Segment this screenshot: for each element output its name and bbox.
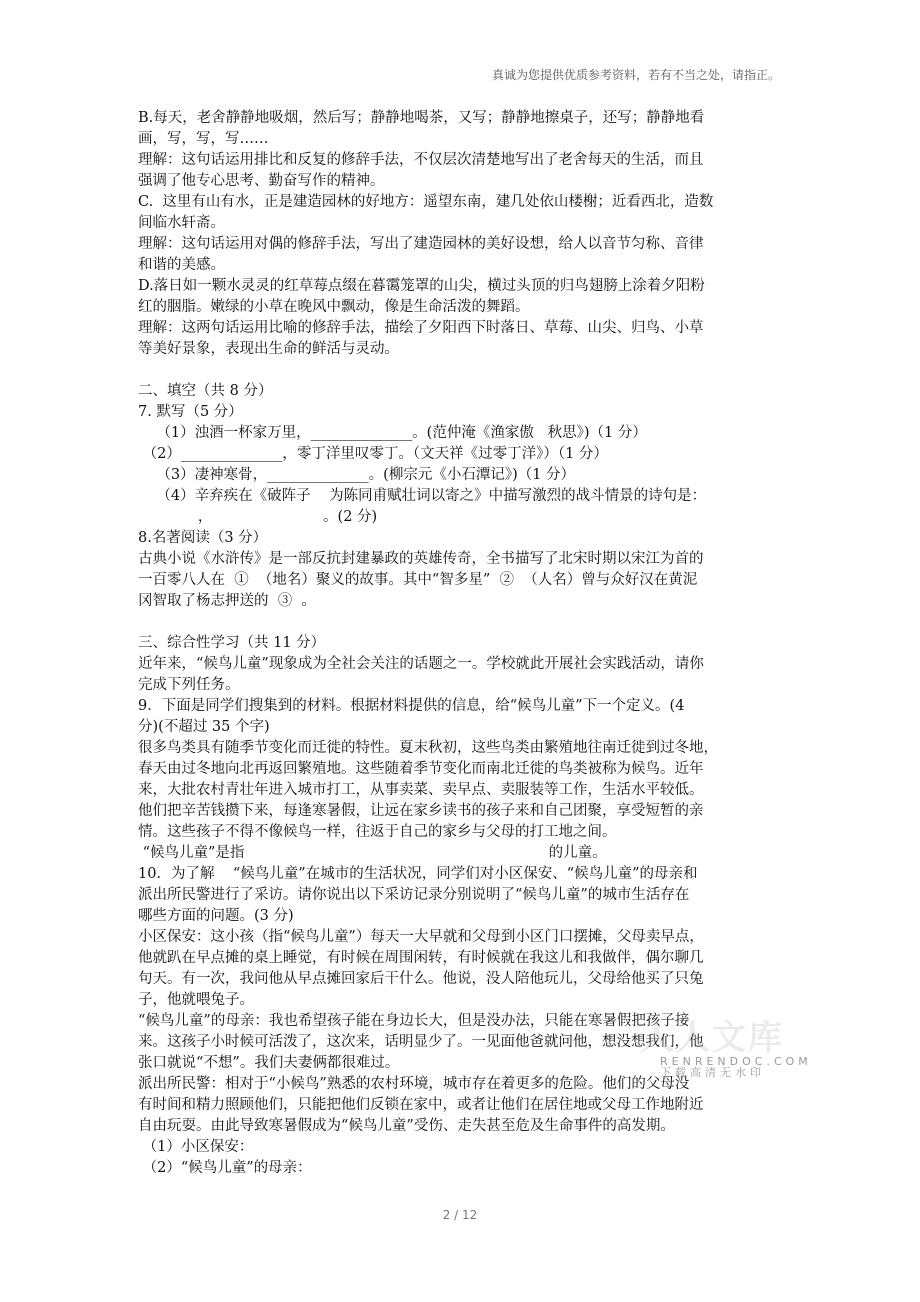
text-line: 派出所民警：相对于“小候鸟”熟悉的农村环境，城市存在着更多的危险。他们的父母没 — [138, 1076, 690, 1092]
header-note: 真诚为您提供优质参考资料，若有不当之处，请指正。 — [491, 68, 780, 82]
text-line: 自由玩耍。由此导致寒暑假成为“候鸟儿童”受伤、走失甚至危及生命事件的高发期。 — [138, 1118, 675, 1134]
text-line: 情。这些孩子不得不像候鸟一样，往返于自己的家乡与父母的打工地之间。 — [138, 824, 617, 840]
text-line: 三、综合性学习（共 11 分） — [138, 635, 326, 651]
text-line — [138, 360, 786, 381]
text-line: 很多鸟类具有随季节变化而迁徙的特性。夏末秋初，这些鸟类由繁殖地往南迁徙到过冬地， — [138, 740, 718, 756]
text-line: 红的胭脂。嫩绿的小草在晚风中飘动，像是生命活泼的舞蹈。 — [138, 299, 530, 315]
text-line: 理解：这两句话运用比喻的修辞手法，描绘了夕阳西下时落日、草莓、山尖、归鸟、小草 — [138, 320, 704, 336]
text-line: 有时间和精力照顾他们，只能把他们反锁在家中，或者让他们在居住地或父母工作地附近 — [138, 1097, 704, 1113]
text-line: （4）辛弃疾在《破阵子 为陈同甫赋壮词以寄之》中描写激烈的战斗情景的诗句是： — [138, 488, 707, 504]
text-line: 分)(不超过 35 个字) — [138, 719, 270, 735]
watermark-mark: 人人文库 — [640, 1018, 784, 1058]
text-line: （1）小区保安： — [138, 1139, 254, 1155]
text-line: 春天由过冬地向北再返回繁殖地。这些随着季节变化而南北迁徙的鸟类被称为候鸟。近年 — [138, 761, 704, 777]
text-line: 小区保安：这小孩（指“候鸟儿童”）每天一大早就和父母到小区门口摆摊，父母卖早点， — [138, 929, 704, 945]
text-line: B.每天，老舍静静地吸烟，然后写；静静地喝茶，又写；静静地擦桌子，还写；静静地看 — [138, 110, 705, 126]
text-line: 画，写，写，写…… — [138, 131, 269, 147]
text-line: 句天。有一次，我问他从早点摊回家后干什么。他说，没人陪他玩儿，父母给他买了只兔 — [138, 971, 704, 987]
text-line: 来。这孩子小时候可活泼了，这次来，话明显少了。一见面他爸就问他，想没想我们，他 — [138, 1034, 704, 1050]
text-line: “候鸟儿童”是指 的儿童。 — [138, 845, 607, 861]
text-line: 来，大批农村青壮年进入城市打工，从事卖菜、卖早点、卖服装等工作，生活水平较低。 — [138, 782, 704, 798]
text-line: 一百零八人在 ① （地名）聚义的故事。其中“智多星” ② （人名）曾与众好汉在黄泥 — [138, 572, 698, 588]
document-body — [138, 108, 786, 1179]
text-line: 冈智取了杨志押送的 ③ 。 — [138, 593, 316, 609]
text-line: ， 。(2 分) — [138, 509, 378, 525]
text-line: 8.名著阅读（3 分） — [138, 530, 268, 546]
text-line: 理解：这句话运用排比和反复的修辞手法，不仅层次清楚地写出了老舍每天的生活，而且 — [138, 152, 704, 168]
text-line: 10．为了解 “候鸟儿童”在城市的生活状况，同学们对小区保安、“候鸟儿童”的母亲和 — [138, 866, 698, 882]
text-line: 间临水轩斋。 — [138, 215, 225, 231]
text-line: （1）浊酒一杯家万里，______________。(范仲淹《渔家傲 秋思》)（1 分） — [138, 425, 647, 441]
text-line: （2）______________，零丁洋里叹零丁。（文天祥《过零丁洋》）（1 分） — [138, 446, 608, 462]
text-line: 7. 默写（5 分） — [138, 404, 243, 420]
text-line: D.落日如一颗水灵灵的红草莓点缀在暮霭笼罩的山尖，横过头顶的归鸟翅膀上涂着夕阳粉 — [138, 278, 705, 294]
text-line: （2）“候鸟儿童”的母亲： — [138, 1160, 312, 1176]
text-line: 他们把辛苦钱攒下来，每逢寒暑假，让远在家乡读书的孩子来和自己团聚，享受短暂的亲 — [138, 803, 704, 819]
text-line: C. 这里有山有水，正是建造园林的好地方：遥望东南，建几处依山楼榭；近看西北，造数 — [138, 194, 714, 210]
text-line: 等美好景象，表现出生命的鲜活与灵动。 — [138, 341, 399, 357]
text-line: 张口就说“不想”。我们夫妻俩都很难过。 — [138, 1055, 400, 1071]
watermark-url: RENRENDOC.COM — [660, 1055, 812, 1068]
text-line: 哪些方面的问题。(3 分) — [138, 908, 294, 924]
text-line — [138, 612, 786, 633]
text-line: 派出所民警进行了采访。请你说出以下采访记录分别说明了“候鸟儿童”的城市生活存在 — [138, 887, 690, 903]
text-line: 近年来，“候鸟儿童”现象成为全社会关注的话题之一。学校就此开展社会实践活动，请你 — [138, 656, 704, 672]
text-line: 二、填空（共 8 分） — [138, 383, 273, 399]
watermark-caption: 下载高清无水印 — [660, 1066, 765, 1079]
text-line: 他就趴在早点摊的桌上睡觉，有时候在周围闲转，有时候就在我这儿和我做伴，偶尔聊几 — [138, 950, 704, 966]
text-line: 理解：这句话运用对偶的修辞手法，写出了建造园林的美好设想，给人以音节匀称、音律 — [138, 236, 704, 252]
text-line: 强调了他专心思考、勤奋写作的精神。 — [138, 173, 385, 189]
text-line: “候鸟儿童”的母亲：我也希望孩子能在身边长大，但是没办法，只能在寒暑假把孩子接 — [138, 1013, 690, 1029]
text-line: （3）凄神寒骨，______________。(柳宗元《小石潭记》)（1 分） — [138, 467, 576, 483]
text-line: 9．下面是同学们搜集到的材料。根据材料提供的信息，给“候鸟儿童”下一个定义。(4 — [138, 698, 685, 714]
text-line: 和谐的美感。 — [138, 257, 225, 273]
text-line: 古典小说《水浒传》是一部反抗封建暴政的英雄传奇，全书描写了北宋时期以宋江为首的 — [138, 551, 704, 567]
page-number: 2 / 12 — [442, 1208, 478, 1222]
text-line: 完成下列任务。 — [138, 677, 240, 693]
text-line: 子，他就喂兔子。 — [138, 992, 254, 1008]
